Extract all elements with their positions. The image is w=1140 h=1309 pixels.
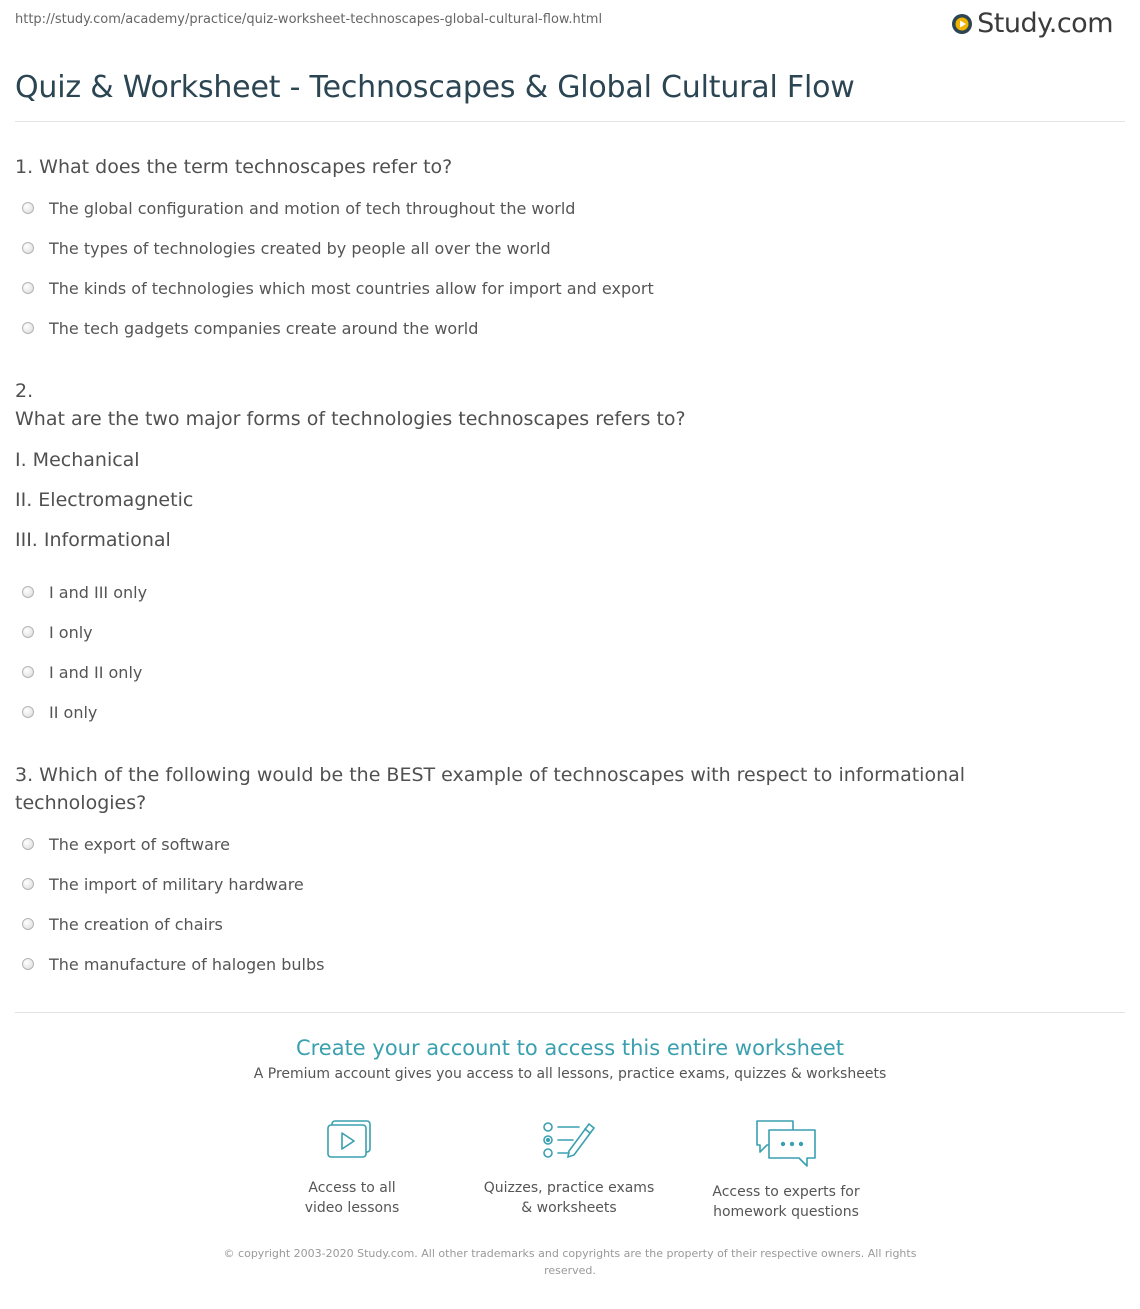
option-label: I only (49, 622, 93, 642)
question-2-statement: I. Mechanical (15, 449, 140, 471)
page-url: http://study.com/academy/practice/quiz-worksheet-technoscapes-global-cultural-flow.html (15, 12, 603, 27)
quiz-checklist-icon (539, 1118, 599, 1166)
feature-label: Quizzes, practice exams & worksheets (483, 1180, 655, 1216)
option-label: The creation of chairs (49, 914, 223, 934)
page-title: Quiz & Worksheet - Technoscapes & Global Cultural Flow (15, 70, 855, 105)
study-logo[interactable] (951, 8, 1113, 39)
radio-button[interactable] (22, 586, 34, 598)
answer-option[interactable] (20, 944, 1100, 984)
option-label: I and II only (49, 662, 143, 682)
option-label: The kinds of technologies which most countries allow for import and export (49, 278, 654, 298)
radio-button[interactable] (22, 838, 34, 850)
radio-button[interactable] (22, 282, 34, 294)
option-label: II only (49, 702, 98, 722)
radio-button[interactable] (22, 322, 34, 334)
answer-option[interactable] (20, 904, 1100, 944)
question-2-statement: II. Electromagnetic (15, 489, 194, 511)
feature-label: Access to all video lessons (304, 1180, 400, 1216)
option-label: The export of software (49, 834, 230, 854)
radio-button[interactable] (22, 666, 34, 678)
feature-quizzes (469, 1118, 669, 1218)
option-label: The manufacture of halogen bulbs (49, 954, 325, 974)
cta-divider (15, 1012, 1125, 1013)
feature-label: Access to experts for homework questions (712, 1184, 860, 1220)
answer-option[interactable] (20, 268, 1100, 308)
feature-video-lessons (252, 1118, 452, 1218)
question-2-text: What are the two major forms of technologies technoscapes refers to? (15, 408, 686, 430)
question-2-options (20, 572, 1100, 732)
answer-option[interactable] (20, 572, 1100, 612)
question-2-number: 2. (15, 380, 34, 402)
radio-button[interactable] (22, 242, 34, 254)
create-account-link[interactable]: Create your account to access this entire worksheet (295, 1036, 845, 1060)
logo-text: Study.com (977, 8, 1113, 39)
feature-experts (686, 1118, 886, 1222)
option-label: I and III only (49, 582, 148, 602)
question-1-text: 1. What does the term technoscapes refer to? (15, 156, 453, 178)
answer-option[interactable] (20, 824, 1100, 864)
question-3-options (20, 824, 1100, 984)
radio-button[interactable] (22, 918, 34, 930)
chat-bubbles-icon (753, 1118, 819, 1170)
title-divider (15, 121, 1125, 122)
question-1-options (20, 188, 1100, 348)
question-2-statement: III. Informational (15, 529, 171, 551)
video-lessons-icon (322, 1118, 382, 1166)
radio-button[interactable] (22, 878, 34, 890)
answer-option[interactable] (20, 228, 1100, 268)
premium-description: A Premium account gives you access to all lessons, practice exams, quizzes & worksheets (253, 1066, 887, 1082)
answer-option[interactable] (20, 308, 1100, 348)
radio-button[interactable] (22, 626, 34, 638)
answer-option[interactable] (20, 692, 1100, 732)
play-circle-icon (951, 13, 973, 35)
option-label: The import of military hardware (49, 874, 304, 894)
radio-button[interactable] (22, 706, 34, 718)
option-label: The global configuration and motion of tech throughout the world (49, 198, 576, 218)
answer-option[interactable] (20, 652, 1100, 692)
question-3-text: 3. Which of the following would be the BEST example of technoscapes with respect to informational technologies? (15, 764, 966, 814)
answer-option[interactable] (20, 864, 1100, 904)
answer-option[interactable] (20, 612, 1100, 652)
option-label: The tech gadgets companies create around the world (49, 318, 479, 338)
radio-button[interactable] (22, 958, 34, 970)
answer-option[interactable] (20, 188, 1100, 228)
radio-button[interactable] (22, 202, 34, 214)
option-label: The types of technologies created by people all over the world (49, 238, 551, 258)
copyright-notice: © copyright 2003-2020 Study.com. All other trademarks and copyrights are the property of their respective owners. All rights reserved. (223, 1247, 917, 1277)
